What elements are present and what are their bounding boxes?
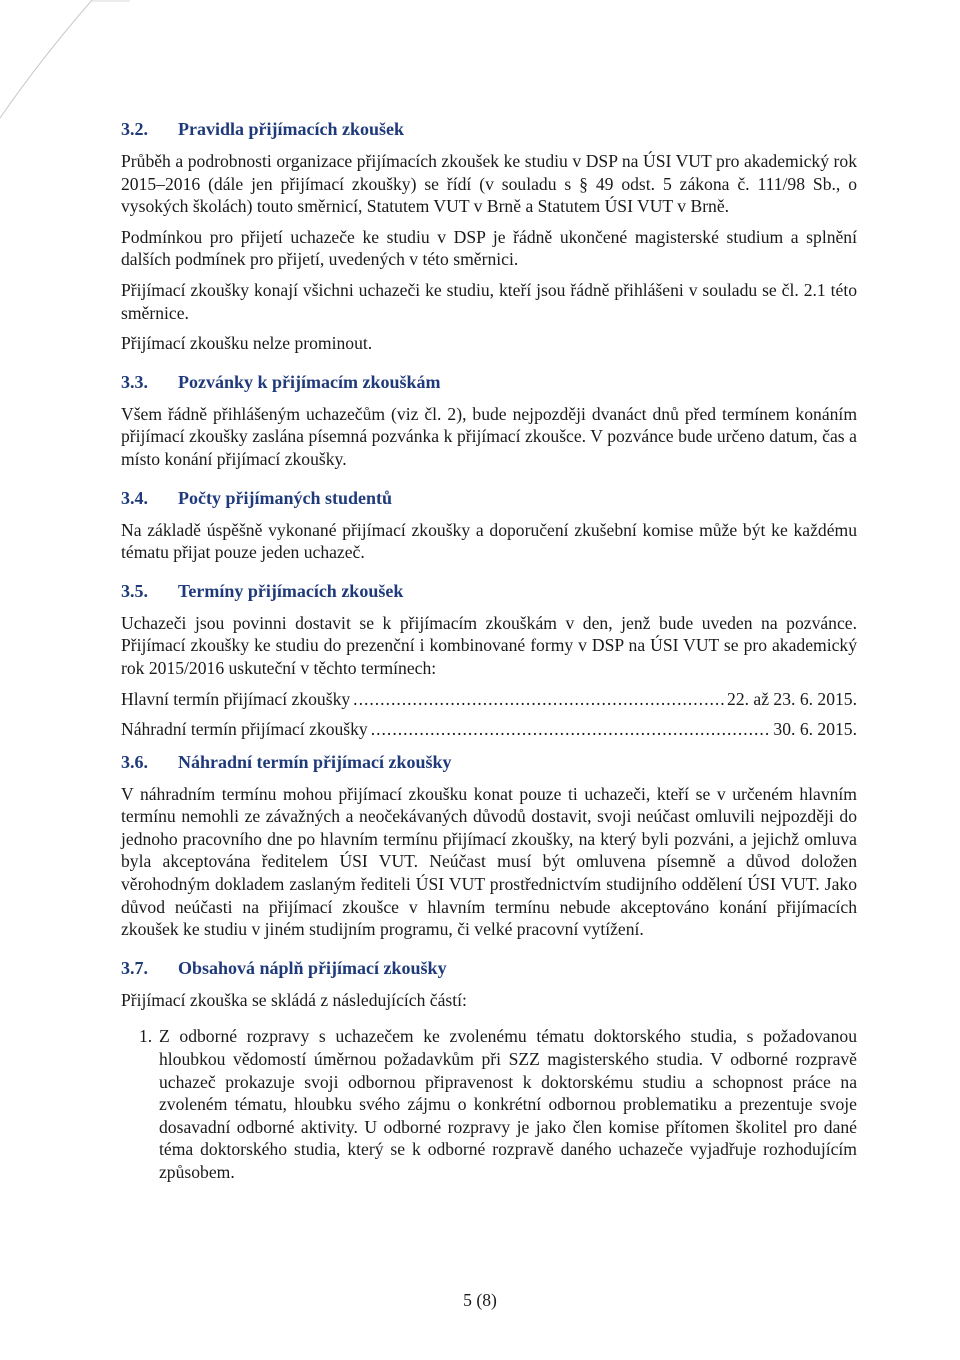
section-heading-3-5 xyxy=(121,578,857,604)
list-marker: 1. xyxy=(139,1026,153,1047)
paragraph: Přijímací zkouška se skládá z následujících částí: xyxy=(121,989,467,1010)
section-number: 3.5. xyxy=(121,580,148,601)
paragraph: Přijímací zkoušky konají všichni uchazeči ke studiu, kteří jsou řádně přihlášeni v souladu se čl. 2.1 této směrnice. xyxy=(121,279,857,323)
paragraph: Přijímací zkoušku nelze prominout. xyxy=(121,333,373,354)
section-number: 3.6. xyxy=(121,751,148,772)
section-heading-3-7 xyxy=(121,955,857,981)
section-title: Termíny přijímacích zkoušek xyxy=(178,580,404,601)
section-number: 3.2. xyxy=(121,119,148,139)
paragraph: Podmínkou pro přijetí uchazeče ke studiu v DSP je řádně ukončené magisterské studium a splnění dalších podmínek pro přijetí, uvedených v této směrnici. xyxy=(121,226,857,270)
page-corner-marks xyxy=(0,0,130,120)
section-heading-3-3 xyxy=(121,369,857,395)
paragraph: Uchazeči jsou povinni dostavit se k přijímacím zkouškám v den, jenž bude uveden na pozvánce. Přijímací zkoušky ke studiu do prezenční i kombinované formy v DSP na ÚSI VUT se pro akademický rok 2015/2016 uskuteční v těchto termínech: xyxy=(121,612,857,678)
section-heading-3-2 xyxy=(121,116,857,142)
document-body xyxy=(121,116,857,1184)
section-heading-3-4 xyxy=(121,485,857,511)
term-row-alternate xyxy=(121,718,857,741)
term-value: 22. až 23. 6. 2015. xyxy=(727,688,857,709)
list-item xyxy=(121,1025,857,1183)
section-number: 3.4. xyxy=(121,487,148,508)
page-number: 5 (8) xyxy=(463,1290,497,1310)
paragraph: V náhradním termínu mohou přijímací zkoušku konat pouze ti uchazeči, kteří se v určeném hlavním termínu nemohli ze závažných a neočekávaných důvodů dostavit, svoji neúčast omluvili nejpozději do jednoho pracovního dne po hlavním termínu přijímací zkoušky, na který byli pozváni, a jejichž omluva byla akceptována ředitelem ÚSI VUT. Neúčast musí být omluvena písemně a důvod doložen věrohodným dokladem zaslaným řediteli ÚSI VUT prostřednictvím studijního oddělení ÚSI VUT. Jako důvod neúčasti na přijímací zkoušce v hlavním termínu nebude akceptováno konání přijímacích zkoušek ke studiu v jiném studijním programu, či velké pracovní vytížení. xyxy=(121,783,857,940)
list-item-text: Z odborné rozpravy s uchazečem ke zvolenému tématu doktorského studia, s požadovanou hloubkou vědomostí úměrnou požadavkům při SZZ magisterského studia. V odborné rozpravě uchazeč prokazuje svoji odbornou připravenost k doktorskému studiu a schopnost práce na zvoleném tématu, hloubku svého zájmu o konkrétní odbornou problematiku a prezentuje svoje dosavadní odborné aktivity. U odborné rozpravy je jako člen komise přítomen školitel pro dané téma doktorského studia, který se k odborné rozpravě daného uchazeče vyjadřuje rozhodujícím způsobem. xyxy=(159,1026,857,1182)
section-title: Pravidla přijímacích zkoušek xyxy=(178,119,404,139)
section-number: 3.3. xyxy=(121,371,148,392)
leader-dots xyxy=(353,688,724,711)
paragraph: Průběh a podrobnosti organizace přijímacích zkoušek ke studiu v DSP na ÚSI VUT pro akademický rok 2015–2016 (dále jen přijímací zkoušky) se řídí (v souladu s § 49 odst. 5 zákona č. 111/98 Sb., o vysokých školách) touto směrnicí, Statutem VUT v Brně a Statutem ÚSI VUT v Brně. xyxy=(121,151,857,217)
term-label: Náhradní termín přijímací zkoušky xyxy=(121,719,368,740)
section-number: 3.7. xyxy=(121,957,148,978)
section-heading-3-6 xyxy=(121,749,857,775)
term-row-main xyxy=(121,688,857,711)
section-title: Náhradní termín přijímací zkoušky xyxy=(178,751,452,772)
paragraph: Na základě úspěšně vykonané přijímací zkoušky a doporučení zkušební komise může být ke každému tématu přijat pouze jeden uchazeč. xyxy=(121,519,857,563)
term-label: Hlavní termín přijímací zkoušky xyxy=(121,688,351,709)
paragraph: Všem řádně přihlášeným uchazečům (viz čl. 2), bude nejpozději dvanáct dnů před termínem konáním přijímací zkoušky zaslána písemná pozvánka k přijímací zkoušce. V pozvánce bude určeno datum, čas a místo konání přijímací zkoušky. xyxy=(121,403,857,469)
leader-dots xyxy=(371,718,771,741)
term-value: 30. 6. 2015. xyxy=(773,719,857,740)
section-title: Počty přijímaných studentů xyxy=(178,487,393,508)
section-title: Obsahová náplň přijímací zkoušky xyxy=(178,957,447,978)
section-title: Pozvánky k přijímacím zkouškám xyxy=(178,371,441,392)
